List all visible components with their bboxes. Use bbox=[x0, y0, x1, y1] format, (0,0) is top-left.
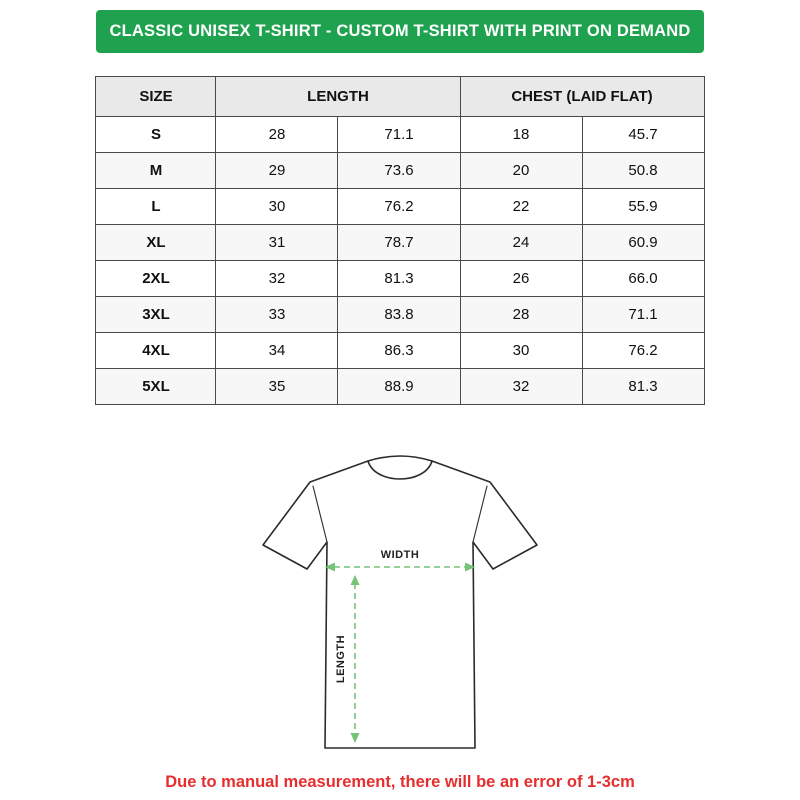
size-cell: XL bbox=[96, 225, 216, 261]
tshirt-measurement-diagram bbox=[250, 447, 550, 759]
length-cm-cell: 78.7 bbox=[338, 225, 460, 261]
length-label: LENGTH bbox=[335, 634, 347, 684]
chest-in-cell: 20 bbox=[460, 153, 582, 189]
length-in-cell: 30 bbox=[216, 189, 338, 225]
table-row bbox=[96, 189, 704, 225]
page-title: CLASSIC UNISEX T-SHIRT - CUSTOM T-SHIRT WITH PRINT ON DEMAND bbox=[109, 22, 691, 40]
chest-cm-cell: 71.1 bbox=[582, 297, 704, 333]
chest-in-cell: 26 bbox=[460, 261, 582, 297]
chest-cm-cell: 45.7 bbox=[582, 117, 704, 153]
length-cm-cell: 73.6 bbox=[338, 153, 460, 189]
chest-in-cell: 24 bbox=[460, 225, 582, 261]
header-chest: CHEST (LAID FLAT) bbox=[460, 77, 704, 117]
size-cell: 3XL bbox=[96, 297, 216, 333]
size-table bbox=[95, 76, 704, 405]
chest-cm-cell: 60.9 bbox=[582, 225, 704, 261]
table-row bbox=[96, 261, 704, 297]
length-in-cell: 34 bbox=[216, 333, 338, 369]
length-cm-cell: 76.2 bbox=[338, 189, 460, 225]
table-row bbox=[96, 225, 704, 261]
size-cell: 5XL bbox=[96, 369, 216, 405]
chest-cm-cell: 50.8 bbox=[582, 153, 704, 189]
chest-cm-cell: 66.0 bbox=[582, 261, 704, 297]
chest-in-cell: 28 bbox=[460, 297, 582, 333]
tshirt-outline-icon bbox=[255, 447, 545, 759]
size-cell: S bbox=[96, 117, 216, 153]
table-row bbox=[96, 153, 704, 189]
tshirt-back-collar bbox=[368, 456, 432, 461]
length-in-cell: 35 bbox=[216, 369, 338, 405]
length-in-cell: 32 bbox=[216, 261, 338, 297]
table-row bbox=[96, 297, 704, 333]
chest-cm-cell: 76.2 bbox=[582, 333, 704, 369]
title-banner bbox=[96, 10, 704, 53]
size-cell: 2XL bbox=[96, 261, 216, 297]
width-label: WIDTH bbox=[380, 549, 420, 561]
chest-cm-cell: 81.3 bbox=[582, 369, 704, 405]
length-cm-cell: 83.8 bbox=[338, 297, 460, 333]
header-length: LENGTH bbox=[216, 77, 460, 117]
length-in-cell: 28 bbox=[216, 117, 338, 153]
length-cm-cell: 86.3 bbox=[338, 333, 460, 369]
chest-in-cell: 32 bbox=[460, 369, 582, 405]
table-row bbox=[96, 333, 704, 369]
chest-in-cell: 30 bbox=[460, 333, 582, 369]
size-cell: L bbox=[96, 189, 216, 225]
length-cm-cell: 81.3 bbox=[338, 261, 460, 297]
chest-in-cell: 22 bbox=[460, 189, 582, 225]
table-body bbox=[96, 117, 704, 405]
length-in-cell: 33 bbox=[216, 297, 338, 333]
header-size: SIZE bbox=[96, 77, 216, 117]
table-header-row bbox=[96, 77, 704, 117]
size-cell: M bbox=[96, 153, 216, 189]
size-cell: 4XL bbox=[96, 333, 216, 369]
length-cm-cell: 71.1 bbox=[338, 117, 460, 153]
chest-cm-cell: 55.9 bbox=[582, 189, 704, 225]
length-in-cell: 29 bbox=[216, 153, 338, 189]
length-cm-cell: 88.9 bbox=[338, 369, 460, 405]
measurement-error-note: Due to manual measurement, there will be an error of 1-3cm bbox=[165, 773, 635, 791]
length-in-cell: 31 bbox=[216, 225, 338, 261]
chest-in-cell: 18 bbox=[460, 117, 582, 153]
table-row bbox=[96, 369, 704, 405]
table-row bbox=[96, 117, 704, 153]
tshirt-body bbox=[263, 461, 537, 748]
